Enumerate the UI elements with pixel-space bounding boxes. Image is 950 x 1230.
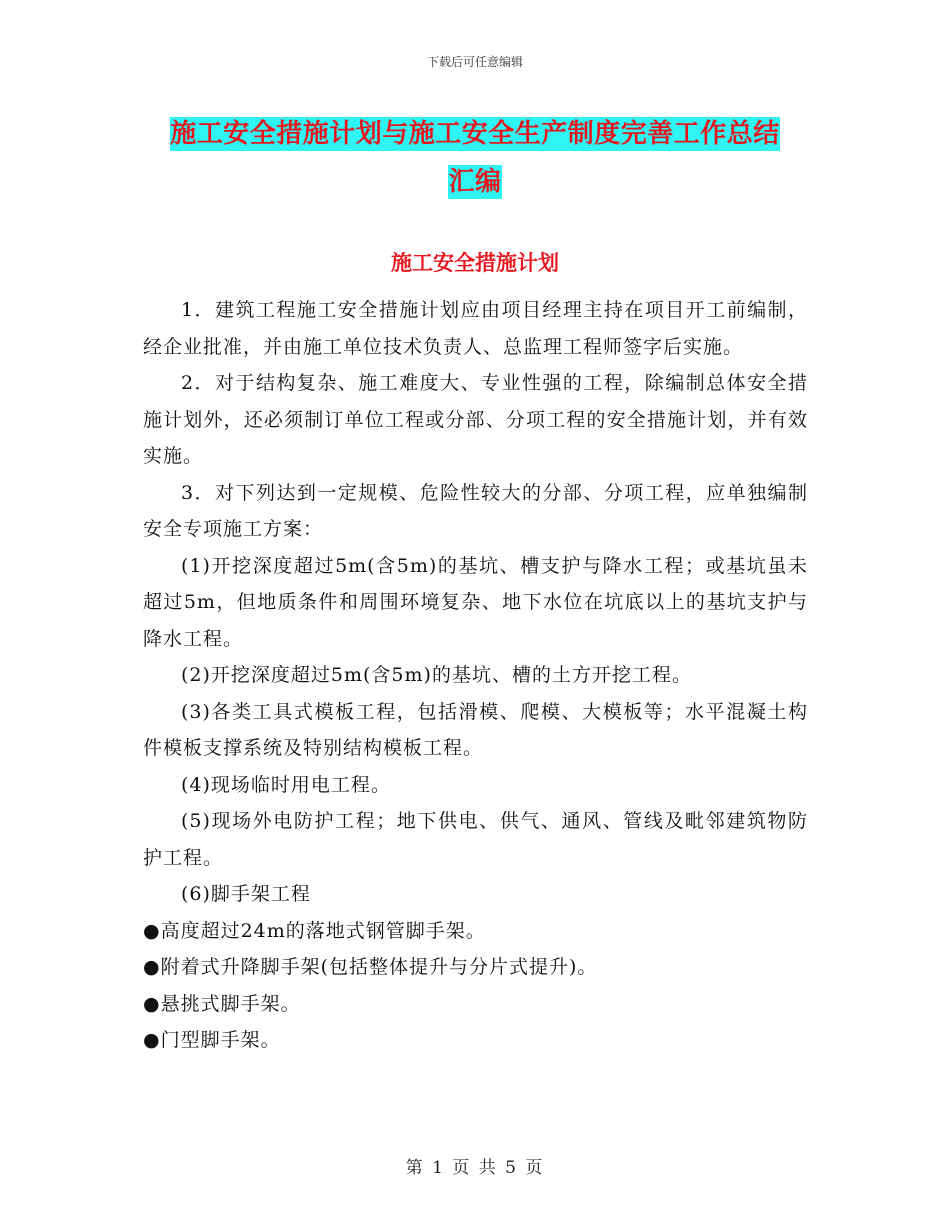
section-title: 施工安全措施计划: [391, 251, 559, 275]
list-item-1: (1)开挖深度超过5m(含5m)的基坑、槽支护与降水工程；或基坑虽未超过5m，但地质条件和周围环境复杂、地下水位在坑底以上的基坑支护与降水工程。: [143, 554, 808, 650]
document-body: [143, 292, 808, 1059]
list-item-3: (3)各类工具式模板工程，包括滑模、爬模、大模板等；水平混凝土构件模板支撑系统及特别结构模板工程。: [143, 700, 808, 759]
page-footer: 第 1 页 共 5 页: [405, 1158, 545, 1178]
bullet-item-2: ●附着式升降脚手架(包括整体提升与分片式提升)。: [143, 956, 598, 978]
paragraph-1: 1．建筑工程施工安全措施计划应由项目经理主持在项目开工前编制，经企业批准，并由施工单位技术负责人、总监理工程师签字后实施。: [143, 299, 808, 358]
header-note: 下载后可任意编辑: [426, 55, 523, 69]
bullet-item-1: ●高度超过24m的落地式钢管脚手架。: [143, 919, 486, 942]
list-item-2: (2)开挖深度超过5m(含5m)的基坑、槽的土方开挖工程。: [181, 664, 692, 686]
list-item-6: (6)脚手架工程: [181, 883, 311, 905]
bullet-item-4: ●门型脚手架。: [143, 1029, 281, 1051]
list-item-5: (5)现场外电防护工程；地下供电、供气、通风、管线及毗邻建筑物防护工程。: [143, 810, 808, 869]
paragraph-3: 3．对下列达到一定规模、危险性较大的分部、分项工程，应单独编制安全专项施工方案：: [143, 481, 808, 540]
paragraph-2: 2．对于结构复杂、施工难度大、专业性强的工程，除编制总体安全措施计划外，还必须制订单位工程或分部、分项工程的安全措施计划，并有效实施。: [143, 372, 808, 467]
bullet-item-3: ●悬挑式脚手架。: [143, 992, 301, 1015]
list-item-4: (4)现场临时用电工程。: [181, 773, 391, 796]
document-title-line-1: 施工安全措施计划与施工安全生产制度完善工作总结: [170, 119, 780, 149]
document-title: [140, 110, 810, 206]
document-title-line-2: 汇编: [448, 167, 502, 197]
